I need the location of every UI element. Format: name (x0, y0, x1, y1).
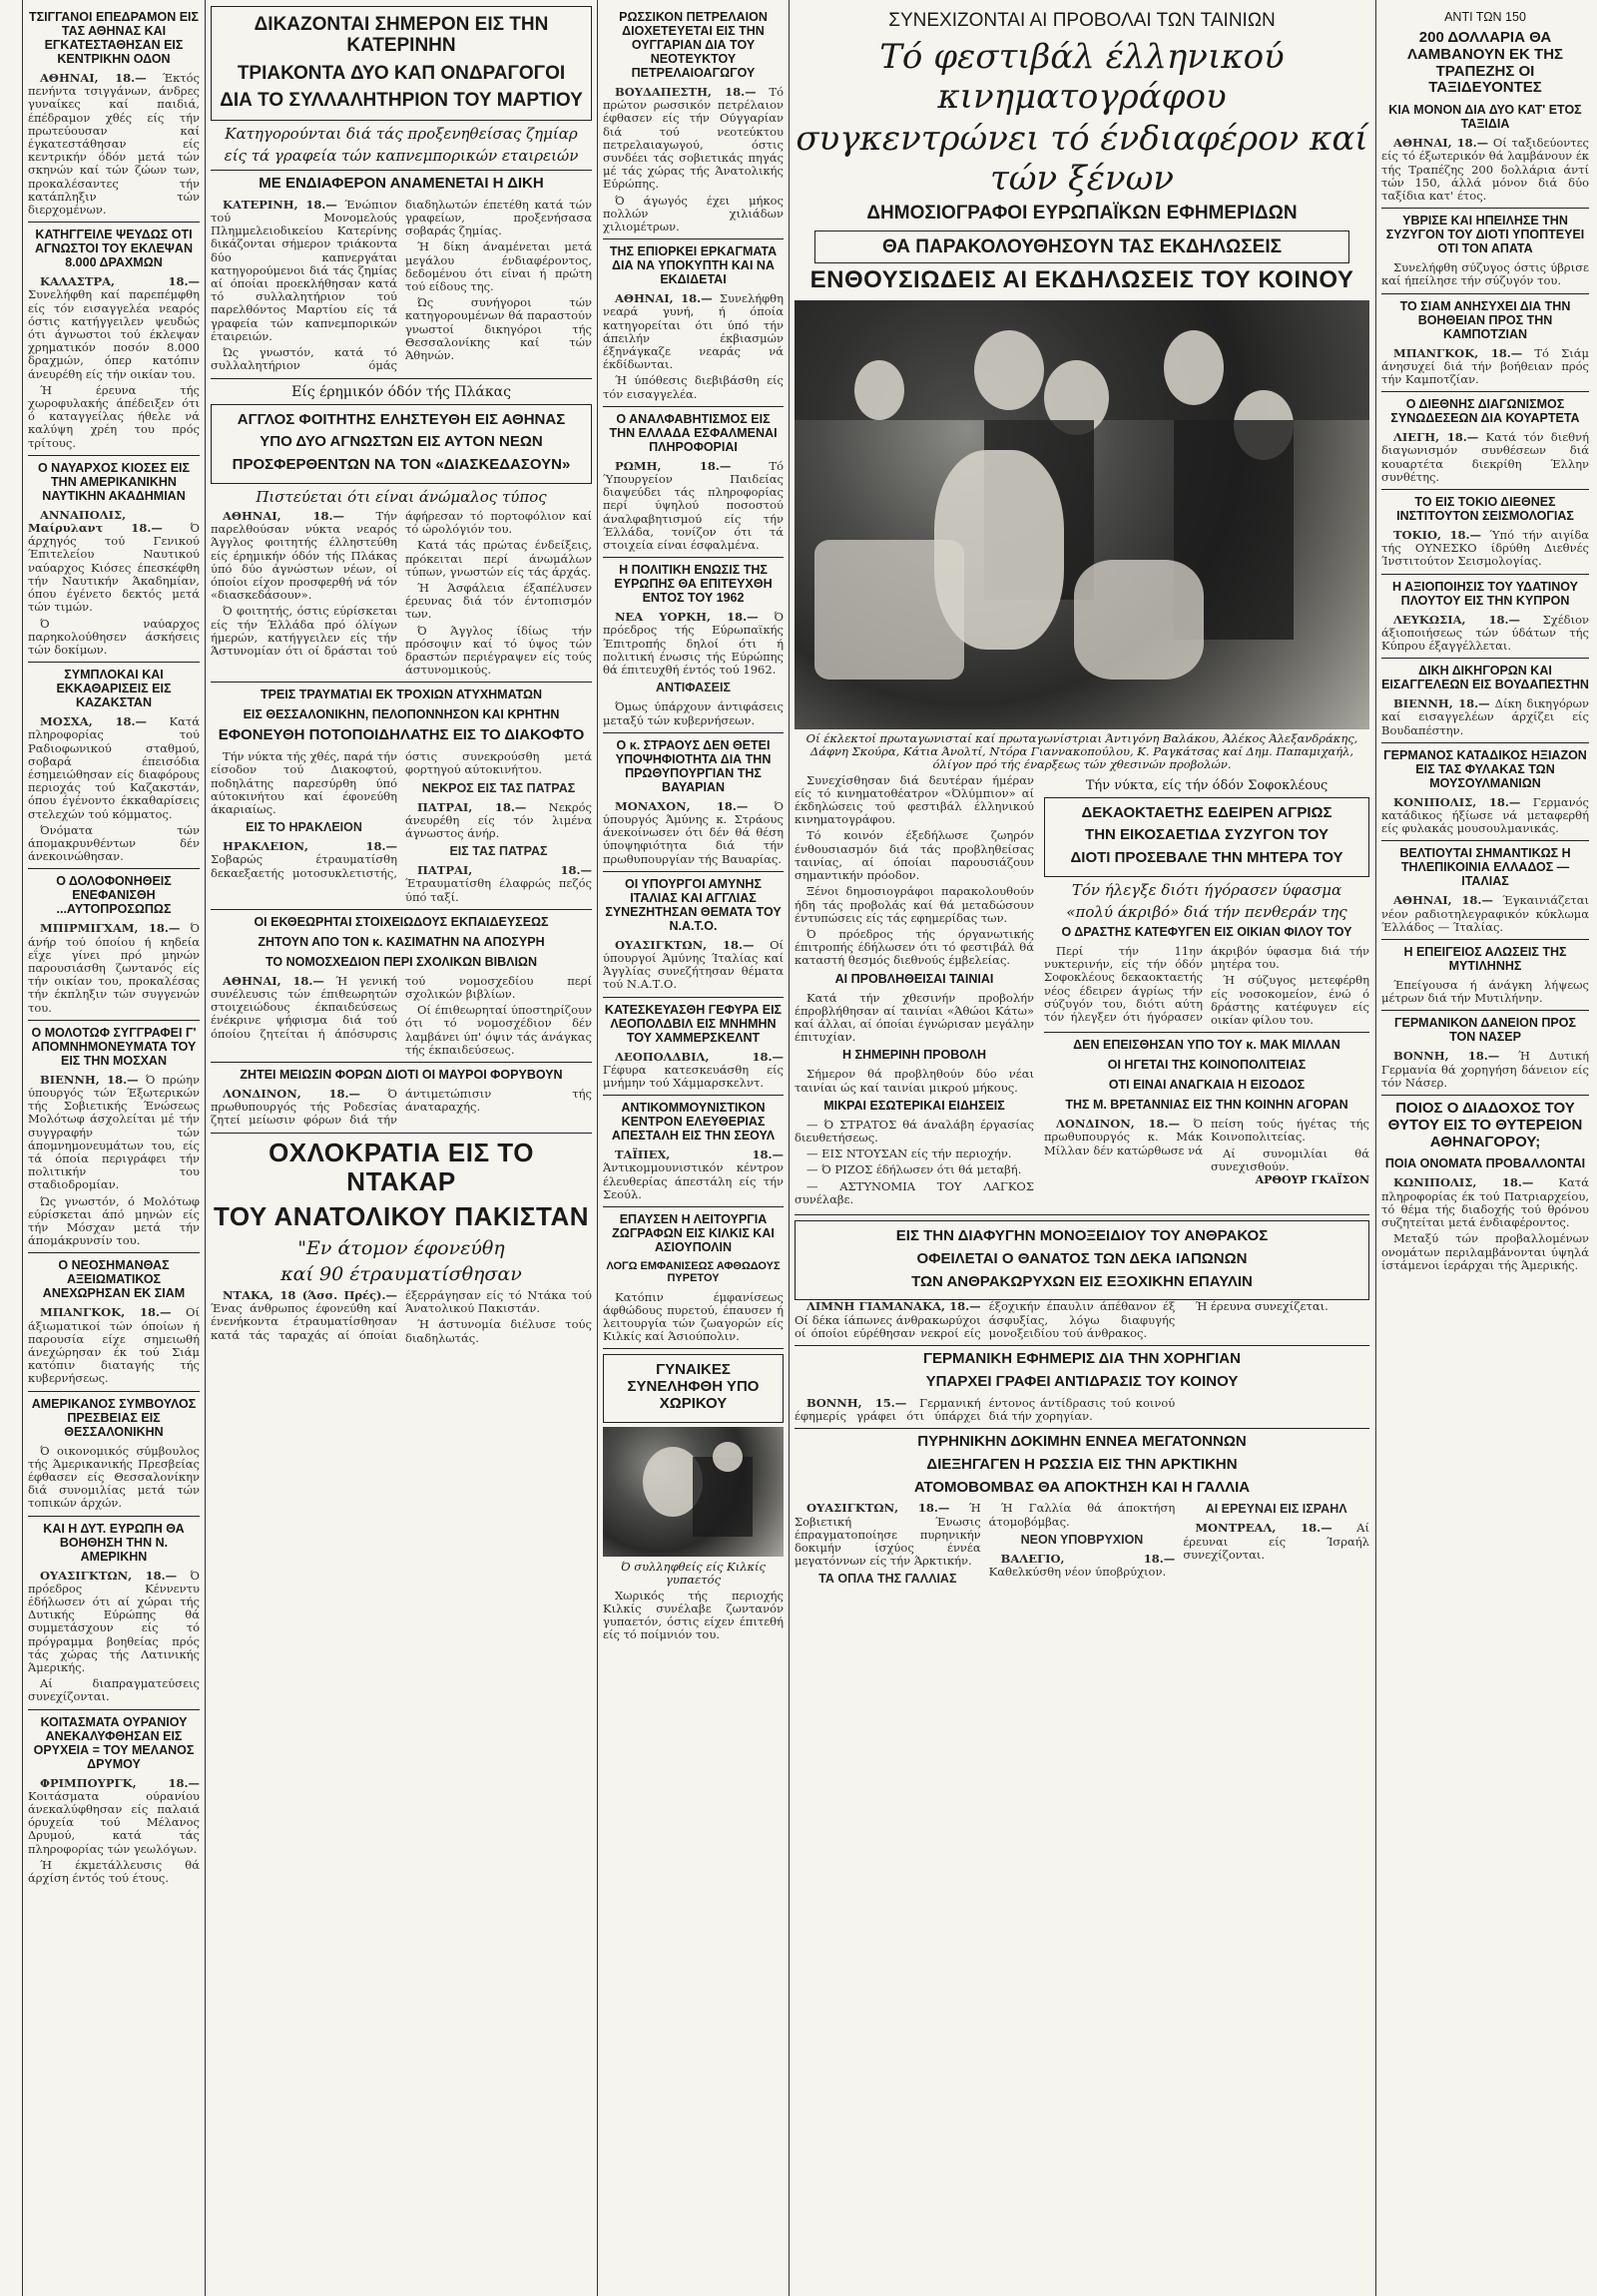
subheadline: Πιστεύεται ότι είναι άνώμαλος τύπος (256, 487, 547, 506)
article-body: ΒΙΕΝΝΗ, 18.— Ό πρώην ύπουργός τών Έξωτερικών τής Σοβιετικής Ένώσεως Μολότωφ άσχολείται μέ τήν συγγραφήν τών άπομνημονευμάτων του, είς τά όποία περιγράφει τήν πολιτικήν του σταδιοδρομίαν. Ώς γνωστόν, ό Μολότωφ εύρίσκεται άπό μηνών είς τήν Μόσχαν μετά τήν άπομάκρυνσίν του. (28, 1072, 200, 1248)
article-body: ΚΩΝΙΠΟΛΙΣ, 18.— Κατά πληροφορίας έκ τού Πατριαρχείου, τό θέμα τής διαδοχής τού θρόνου συζητείται μετά ένδιαφέροντος. Μεταξύ τών προβαλλομένων ονομάτων περιλαμβάνονται ύψηλά ίστάμενοι ίεράρχαι τής Άμερικής. (1381, 1175, 1589, 1272)
headline: Η ΠΟΛΙΤΙΚΗ ΕΝΩΣΙΣ ΤΗΣ ΕΥΡΩΠΗΣ ΘΑ ΕΠΙΤΕΥΧΘΗ ΕΝΤΟΣ ΤΟΥ 1962 (614, 563, 773, 606)
article-body: ΡΩΜΗ, 18.— Τό Ύπουργείον Παιδείας διαψεύδει τάς πληροφορίας περί ύψηλού ποσοστού άναλφαβητισμού είς τήν Έλλάδα, τονίζον ότι τά στοιχεία είναι έσφαλμένα. (603, 458, 784, 553)
headline: ΕΦΟΝΕΥΘΗ ΠΟΤΟΠΟΙΔΗΛΑΤΗΣ ΕΙΣ ΤΟ ΔΙΑΚΟΦΤΟ (218, 726, 585, 744)
headline: ΖΗΤΟΥΝ ΑΠΟ ΤΟΝ κ. ΚΑΣΙΜΑΤΗΝ ΝΑ ΑΠΟΣΥΡΗ (258, 934, 545, 949)
article-body: Περί τήν 11ην νυκτερινήν, είς τήν όδόν Σοφοκλέους δεκαοκταετής νέος έδειρεν άγρίως τήν σύζυγόν του, διότι αύτη τόν ήλεγξεν ότι ήγόρασεν άκριβόν ύφασμα διά τήν μητέρα του. Ή σύζυγος μετεφέρθη είς νοσοκομείον, ένώ ό δράστης κατέφυγεν είς οικίαν φίλου του. (1044, 944, 1369, 1028)
headline: Τό φεστιβάλ έλληνικού κινηματογράφου (879, 37, 1285, 118)
headline: Ο ΔΟΛΟΦΟΝΗΘΕΙΣ ΕΝΕΦΑΝΙΣΘΗ ...ΑΥΤΟΠΡΟΣΩΠΩΣ (56, 874, 172, 917)
article-body: Χωρικός τής περιοχής Κιλκίς συνέλαβε ζωντανόν γυπαετόν, όστις είχεν έπιτεθή είς τό ποίμνιόν του. (603, 1588, 784, 1642)
article-body: Σήμερον θά προβληθούν δύο νέαι ταινίαι ώς καί ταινίαι μικρού μήκους. (795, 1067, 1034, 1095)
subheadline: «πολύ άκριβό» διά τήν πενθεράν της (1066, 903, 1347, 922)
headline: ΛΟΓΩ ΕΜΦΑΝΙΣΕΩΣ ΑΦΘΩΔΟΥΣ ΠΥΡΕΤΟΥ (606, 1259, 781, 1285)
headline: ΠΥΡΗΝΙΚΗΝ ΔΟΚΙΜΗΝ ΕΝΝΕΑ ΜΕΓΑΤΟΝΝΩΝ (917, 1432, 1247, 1450)
article-body: ΜΟΝΑΧΟΝ, 18.— Ό ύπουργός Άμύνης κ. Στράους άνεκοίνωσεν ότι δέν θά θέση ύποψηφιότητα διά τήν πρωθυπουργίαν τής Βαυαρίας. (603, 798, 784, 866)
headline: ΔΕΝ ΕΠΕΙΣΘΗΣΑΝ ΥΠΟ ΤΟΥ κ. ΜΑΚ ΜΙΛΛΑΝ (1073, 1038, 1340, 1053)
photo-gypaetos (603, 1427, 784, 1557)
headline: ΣΥΝΕΧΙΖΟΝΤΑΙ ΑΙ ΠΡΟΒΟΛΑΙ ΤΩΝ ΤΑΙΝΙΩΝ (888, 10, 1276, 31)
headline: ΕΙΣ ΘΕΣΣΑΛΟΝΙΚΗΝ, ΠΕΛΟΠΟΝΝΗΣΟΝ ΚΑΙ ΚΡΗΤΗΝ (243, 707, 560, 722)
headline: ΑΙ ΠΡΟΒΛΗΘΕΙΣΑΙ ΤΑΙΝΙΑΙ (834, 971, 994, 986)
headline: ΕΙΣ ΤΟ ΗΡΑΚΛΕΙΟΝ (246, 820, 362, 835)
headline: ΤΗΣ Μ. ΒΡΕΤΑΝΝΙΑΣ ΕΙΣ ΤΗΝ ΚΟΙΝΗΝ ΑΓΟΡΑΝ (1065, 1098, 1348, 1113)
article-body: ΛΕΟΠΟΛΔΒΙΛ, 18.— Γέφυρα κατεσκευάσθη είς μνήμην τού Χάμμαρσκελντ. (603, 1049, 784, 1090)
kicker: Είς έρημικόν όδόν τής Πλάκας (291, 383, 511, 400)
subheadline: Κατηγορούνται διά τάς προξενηθείσας ζημίαρ (225, 125, 578, 144)
headline: ΜΙΚΡΑΙ ΕΣΩΤΕΡΙΚΑΙ ΕΙΔΗΣΕΙΣ (823, 1098, 1005, 1113)
headline: ΤΟ ΣΙΑΜ ΑΝΗΣΥΧΕΙ ΔΙΑ ΤΗΝ ΒΟΗΘΕΙΑΝ ΠΡΟΣ ΤΗΝ ΚΑΜΠΟΤΖΙΑΝ (1399, 298, 1571, 341)
article-body: Έπείγουσα ή άνάγκη λήψεως μέτρων διά τήν Μυτιλήνην. (1381, 978, 1589, 1006)
headline: ΑΓΓΛΟΣ ΦΟΙΤΗΤΗΣ ΕΛΗΣΤΕΥΘΗ ΕΙΣ ΑΘΗΝΑΣ (237, 410, 566, 428)
headline: Η ΕΠΕΙΓΕΙΟΣ ΑΛΩΣΕΙΣ ΤΗΣ ΜΥΤΙΛΗΝΗΣ (1403, 945, 1567, 974)
photo-caption: Ό συλληφθείς είς Κιλκίς γυπαετός (621, 1559, 766, 1587)
article-body: ΒΟΝΝΗ, 18.— Ή Δυτική Γερμανία θά χορηγήση δάνειον είς τόν Νάσερ. (1381, 1049, 1589, 1090)
article-body: ΛΙΜΝΗ ΓΙΑΜΑΝΑΚΑ, 18.— Οί δέκα ίάπωνες άνθρακωρύχοι οί όποίοι εύρέθησαν νεκροί είς έξοχικήν έπαυλιν άπέθανον έξ άσφυξίας, λόγω διαφυγής μονοξειδίου τού άνθρακος. Ή έρευνα συνεχίζεται. (795, 1299, 1329, 1340)
column-4-lower (795, 774, 1369, 1209)
subheadline: Τόν ήλεγξε διότι ήγόρασεν ύφασμα (1071, 881, 1342, 900)
headline: Ο ΔΡΑΣΤΗΣ ΚΑΤΕΦΥΓΕΝ ΕΙΣ ΟΙΚΙΑΝ ΦΙΛΟΥ ΤΟΥ (1061, 925, 1352, 940)
headline: Η ΣΗΜΕΡΙΝΗ ΠΡΟΒΟΛΗ (842, 1048, 986, 1063)
headline: ΚΑΙ Η ΔΥΤ. ΕΥΡΩΠΗ ΘΑ ΒΟΗΘΗΣΗ ΤΗΝ Ν. ΑΜΕΡΙΚΗΝ (43, 1521, 185, 1564)
headline: Ο ΜΟΛΟΤΩΦ ΣΥΓΓΡΑΦΕΙ Γ' ΑΠΟΜΝΗΜΟΝΕΥΜΑΤΑ ΤΟΥ ΕΙΣ ΤΗΝ ΜΟΣΧΑΝ (31, 1025, 197, 1068)
column-1 (28, 6, 200, 2291)
photo-festival (795, 300, 1369, 729)
column-rule (1375, 0, 1376, 2296)
article-body: ΑΘΗΝΑΙ, 18.— Οί ταξιδεύοντες είς τό έξωτερικόν θά λαμβάνουν έκ τής Τραπέζης 200 δολλάρια άντί τών 150, άλλά μόνον διά δύο ταξίδια κατ' έτος. (1381, 136, 1589, 203)
article-body: ΝΤΑΚΑ, 18 (Άσσ. Πρές).— Ένας άνθρωπος έφονεύθη καί ένενήκοντα έτραυματίσθησαν κατά τάς ταραχάς αί όποίαι έξερράγησαν είς τό Ντάκα τού Άνατολικού Πακιστάν. Ή άστυνομία διέλυσε τούς διαδηλωτάς. (211, 1287, 592, 1345)
article-body: ΚΑΤΕΡΙΝΗ, 18.— Ένώπιον τού Μονομελούς Πλημμελειοδικείου Κατερίνης δικάζονται σήμερον τριάκοντα δύο καπνεργάται κατηγορούμενοι διά τάς ζημίας αί όποίαι προεκλήθησαν κατά τό συλλαλητήριον τού παρελθόντος Μαρτίου είς τά γραφεία τών καπνεμπορικών έταιρειών. Ώς γνωστόν, κατά τό συλλαλητήριον όμάς διαδηλωτών έπετέθη κατά τών γραφείων, προξενήσασα σοβαράς ζημίας. Ή δίκη άναμένεται μετά μεγάλου ένδιαφέροντος, δεδομένου ότι είναι ή πρώτη τού είδους της. Ώς συνήγοροι τών κατηγορουμένων θά παραστούν γνωστοί δικηγόροι τής Θεσσαλονίκης καί τών Άθηνών. (211, 197, 592, 373)
column-3 (603, 6, 784, 2291)
headline: ΟΧΛΟΚΡΑΤΙΑ ΕΙΣ ΤΟ ΝΤΑΚΑΡ (268, 1137, 534, 1196)
article-body: ΑΘΗΝΑΙ, 18.— Έκτός πενήντα τσιγγάνων, άνδρες γυναίκες καί παιδιά, έπέδραμον χθές είς τήν πρωτεύουσαν καί έγκατεστάθησαν είς κεντρικήν όδόν μετά τών σκηνών καί τών ζώων των, προκαλέσαντες τήν κατάπληξιν τών διερχομένων. (28, 71, 200, 218)
headline: Ο κ. ΣΤΡΑΟΥΣ ΔΕΝ ΘΕΤΕΙ ΥΠΟΨΗΦΙΟΤΗΤΑ ΔΙΑ ΤΗΝ ΠΡΩΘΥΠΟΥΡΓΙΑΝ ΤΗΣ ΒΑΥΑΡΙΑΝ (615, 737, 772, 794)
article-body: Τήν νύκτα τής χθές, παρά τήν είσοδον τού Διακοφτού, ποδηλάτης παρεσύρθη ύπό αύτοκινήτου καί έφονεύθη άκαριαίως. ΕΙΣ ΤΟ ΗΡΑΚΛΕΙΟΝ ΗΡΑΚΛΕΙΟΝ, 18.— Σοβαρώς έτραυματίσθη δεκαεξαετής μοτοσυκλετιστής, όστις συνεκρούσθη μετά φορτηγού αύτοκινήτου. ΝΕΚΡΟΣ ΕΙΣ ΤΑΣ ΠΑΤΡΑΣ ΠΑΤΡΑΙ, 18.— Νεκρός άνευρέθη είς τόν λιμένα άγνωστος άνήρ. ΕΙΣ ΤΑΣ ΠΑΤΡΑΣ ΠΑΤΡΑΙ, 18.— Έτραυματίσθη έλαφρώς πεζός ύπό ταξί. (211, 749, 592, 904)
article-body: ΜΟΣΧΑ, 18.— Κατά πληροφορίας τού Ραδιοφωνικού σταθμού, σοβαρά έπεισόδια έσημειώθησαν είς διαφόρους περιοχάς τού Καζακστάν, όπου έγένοντο έκκαθαρίσεις στελεχών τού κόμματος. Όνόματα τών άπομακρυνθέντων δέν άνεκοινώθησαν. (28, 714, 200, 864)
article-body: ΟΥΑΣΙΓΚΤΩΝ, 18.— Ή Σοβιετική Ένωσις έπραγματοποίησε πυρηνικήν δοκιμήν ίσχύος έννέα μεγατόννων είς τήν Άρκτικήν. ΤΑ ΟΠΛΑ ΤΗΣ ΓΑΛΛΙΑΣ Ή Γαλλία θά άποκτήση άτομοβόμβας. ΝΕΟΝ ΥΠΟΒΡΥΧΙΟΝ ΒΑΛΕΓΙΟ, 18.— Καθελκύσθη νέον ύποβρύχιον. ΑΙ ΕΡΕΥΝΑΙ ΕΙΣ ΙΣΡΑΗΛ ΜΟΝΤΡΕΑΛ, 18.— Αί έρευναι είς Ίσραήλ συνεχίζονται. (795, 1501, 1369, 1587)
article-body: ΜΠΙΡΜΙΓΧΑΜ, 18.— Ό άνήρ τού όποίου ή κηδεία εΐχε γίνει πρό μηνών παρουσιάσθη ζωντανός είς τήν οικίαν του, προκαλέσας τήν έκπληξιν τών συγγενών του. (28, 921, 200, 1015)
subheadline: "Εν άτομον έφονεύθη (297, 1236, 505, 1259)
article-body: ΤΑΪΠΕΧ, 18.— Άντικομμουνιστικόν κέντρον έλευθερίας άπεστάλη είς τήν Σεούλ. (603, 1148, 784, 1201)
headline: ΤΡΙΑΚΟΝΤΑ ΔΥΟ ΚΑΠ ΟΝΔΡΑΓΟΓΟΙ (237, 62, 566, 84)
column-rule (597, 0, 598, 2296)
article-body: Συνεχίσθησαν διά δευτέραν ήμέραν είς τό κινηματοθέατρον «Όλύμπιον» αί έκδηλώσεις τού φεστιβάλ έλληνικού κινηματογράφου. Τό κοινόν έξεδήλωσε ζωηρόν ένθουσιασμόν διά τάς προβληθείσας ταινίας, αί όποίαι παρουσιάζουν σημαντικήν πρόοδον. Ξένοι δημοσιογράφοι παρακολουθούν ήδη τάς προβολάς καί θά μεταδώσουν έντυπώσεις είς τάς εφημερίδας των. Ό πρόεδρος τής όργανωτικής έπιτροπής έδήλωσεν ότι τό φεστιβάλ θά καταστή θεσμός διεθνούς έμβελείας. (795, 772, 1034, 968)
headline: ΔΙΑ ΤΟ ΣΥΛΛΑΛΗΤΗΡΙΟΝ ΤΟΥ ΜΑΡΤΙΟΥ (220, 89, 583, 111)
headline: ΑΝΤΙΦΑΣΕΙΣ (656, 681, 731, 695)
article-body: ΤΟΚΙΟ, 18.— Ύπό τήν αιγίδα τής ΟΥΝΕΣΚΟ ίδρύθη Διεθνές Ίνστιτούτον Σεισμολογίας. (1381, 528, 1589, 569)
headline: ΟΙ ΕΚΘΕΩΡΗΤΑΙ ΣΤΟΙΧΕΙΩΔΟΥΣ ΕΚΠΑΙΔΕΥΣΕΩΣ (254, 914, 549, 929)
photo-caption: Οί έκλεκτοί πρωταγωνισταί καί πρωταγωνίστριαι Άντιγόνη Βαλάκου, Άλέκος Άλεξανδράκης, Δάφνη Σκούρα, Κάτια Άνολτί, Ντόρα Γιαννακοπούλου, Κ. Ραγκάτσας καί Δημ. Παπαμιχαήλ, όλίγον πρό τής έναρξεως τών χθεσινών προβολών. (805, 730, 1358, 771)
article-body: ΛΟΝΔΙΝΟΝ, 18.— Ό πρωθυπουργός κ. Μάκ Μίλλαν δέν κατώρθωσε νά πείση τούς ήγέτας τής Κοινοπολιτείας. Αί συνομιλίαι θά συνεχισθούν. (1044, 1117, 1369, 1173)
column-2 (211, 6, 592, 2291)
article-body: ΦΡΙΜΠΟΥΡΓΚ, 18.— Κοιτάσματα ούρανίου άνεκαλύφθησαν είς παλαιά όρυχεία τού Μέλανος Δρυμού, κατά τάς πληροφορίας τών γεωλόγων. Ή έκμετάλλευσις θά άρχίση έντός τού έτους. (28, 1775, 200, 1886)
headline: συγκεντρώνει τό ένδιαφέρον καί τών ξένων (796, 119, 1368, 200)
headline: 200 ΔΟΛΛΑΡΙΑ ΘΑ ΛΑΜΒΑΝΟΥΝ ΕΚ ΤΗΣ ΤΡΑΠΕΖΗΣ ΟΙ ΤΑΞΙΔΕΥΟΝΤΕΣ (1406, 29, 1564, 97)
headline: ΔΙΕΞΗΓΑΓΕΝ Η ΡΩΣΣΙΑ ΕΙΣ ΤΗΝ ΑΡΚΤΙΚΗΝ (926, 1455, 1238, 1473)
headline: ΥΠΟ ΔΥΟ ΑΓΝΩΣΤΩΝ ΕΙΣ ΑΥΤΟΝ ΝΕΩΝ (260, 433, 543, 451)
article-body: ΑΘΗΝΑΙ, 18.— Συνελήφθη νεαρά γυνή, ή όποία κατηγορείται ότι ύπό τήν άπειλήν έκβιασμών έξηνάγκαζε νεαράς νά έκδίδωνται. Ή ύπόθεσις διεβιβάσθη είς τόν εισαγγελέα. (603, 291, 784, 401)
headline-box (211, 6, 592, 121)
headline: ΔΕΚΑΟΚΤΑΕΤΗΣ ΕΔΕΙΡΕΝ ΑΓΡΙΩΣ (1081, 803, 1332, 821)
headline: ΓΕΡΜΑΝΟΣ ΚΑΤΑΔΙΚΟΣ ΗΞΙΑΖΟΝ ΕΙΣ ΤΑΣ ΦΥΛΑΚΑΣ ΤΩΝ ΜΟΥΣΟΥΛΜΑΝΙΩΝ (1383, 747, 1587, 790)
article-body: — Ό ΣΤΡΑΤΟΣ θά άναλάβη έργασίας διευθετήσεως. — ΕΙΣ ΝΤΟΥΣΑΝ είς τήν περιοχήν. — Ό ΡΙΖΟΣ έδήλωσεν ότι θά μεταβή. — ΑΣΤΥΝΟΜΙΑ ΤΟΥ ΛΑΓΚΟΣ συνέλαβε. (795, 1117, 1034, 1206)
column-rule (205, 0, 206, 2296)
subheadline: είς τά γραφεία τών καπνεμπορικών εταιρειών (224, 147, 579, 166)
article-body: Κατόπιν έμφανίσεως άφθώδους πυρετού, έπαυσεν ή λειτουργία τών ζωαγορών είς Κιλκίς καί Άσιούπολιν. (603, 1289, 784, 1344)
headline: ΕΠΑΥΣΕΝ Η ΛΕΙΤΟΥΡΓΙΑ ΖΩΓΡΑΦΩΝ ΕΙΣ ΚΙΛΚΙΣ ΚΑΙ ΑΣΙΟΥΠΟΛΙΝ (612, 1211, 775, 1254)
headline: ΟΦΕΙΛΕΤΑΙ Ο ΘΑΝΑΤΟΣ ΤΩΝ ΔΕΚΑ ΙΑΠΩΝΩΝ (916, 1249, 1248, 1267)
headline: ΥΠΑΡΧΕΙ ΓΡΑΦΕΙ ΑΝΤΙΔΡΑΣΙΣ ΤΟΥ ΚΟΙΝΟΥ (925, 1372, 1239, 1390)
headline: ΤΟ ΕΙΣ ΤΟΚΙΟ ΔΙΕΘΝΕΣ ΙΝΣΤΙΤΟΥΤΟΝ ΣΕΙΣΜΟΛΟΓΙΑΣ (1396, 495, 1574, 524)
headline: ΠΟΙΑ ΟΝΟΜΑΤΑ ΠΡΟΒΑΛΛΟΝΤΑΙ (1384, 1156, 1586, 1171)
headline: ΓΕΡΜΑΝΙΚΟΝ ΔΑΝΕΙΟΝ ΠΡΟΣ ΤΟΝ ΝΑΣΕΡ (1393, 1016, 1576, 1045)
headline: ΔΙΚΑΖΟΝΤΑΙ ΣΗΜΕΡΟΝ ΕΙΣ ΤΗΝ ΚΑΤΕΡΙΝΗΝ (254, 14, 549, 57)
headline: ΣΥΜΠΛΟΚΑΙ ΚΑΙ ΕΚΚΑΘΑΡΙΣΕΙΣ ΕΙΣ ΚΑΖΑΚΣΤΑΝ (56, 668, 172, 710)
headline: ΚΙΑ ΜΟΝΟΝ ΔΙΑ ΔΥΟ ΚΑΤ' ΕΤΟΣ ΤΑΞΙΔΙΑ (1388, 103, 1582, 132)
headline: ΡΩΣΣΙΚΟΝ ΠΕΤΡΕΛΑΙΟΝ ΔΙΟΧΕΤΕΥΕΤΑΙ ΕΙΣ ΤΗΝ ΟΥΓΓΑΡΙΑΝ ΔΙΑ ΤΟΥ ΝΕΟΤΕΥΚΤΟΥ ΠΕΤΡΕΛΑΙΟΑΓΩΓΟΥ (619, 10, 768, 80)
byline: ΑΡΘΟΥΡ ΓΚΑΪΣΟΝ (1255, 1173, 1369, 1187)
headline: ΔΗΜΟΣΙΟΓΡΑΦΟΙ ΕΥΡΩΠΑΪΚΩΝ ΕΦΗΜΕΡΙΔΩΝ (866, 203, 1298, 225)
article-body: ΚΑΛΑΣΤΡΑ, 18.— Συνελήφθη καί παρεπέμφθη είς τόν εισαγγελέα νεαρός όστις κατήγγειλεν ψευδώς ότι άγνωστοι τού έκλεψαν χρηματικόν ποσόν 8.000 δραχμών, όπερ κατόπιν άνευρέθη είς τήν οικίαν του. Ή έρευνα τής χωροφυλακής άπέδειξεν ότι ό καταγγείλας ήθελε νά καλύψη χρέη του πρός τρίτους. (28, 274, 200, 450)
headline: ΥΒΡΙΣΕ ΚΑΙ ΗΠΕΙΛΗΣΕ ΤΗΝ ΣΥΖΥΓΟΝ ΤΟΥ ΔΙΟΤΙ ΥΠΟΠΤΕΥΕΙ ΟΤΙ ΤΟΝ ΑΠΑΤΑ (1385, 214, 1585, 256)
headline-box (603, 1354, 784, 1422)
headline: ΕΙΣ ΤΑΣ ΠΑΤΡΑΣ (449, 844, 548, 859)
headline: ΖΗΤΕΙ ΜΕΙΩΣΙΝ ΦΟΡΩΝ ΔΙΟΤΙ ΟΙ ΜΑΥΡΟΙ ΦΟΡΥΒΟΥΝ (240, 1067, 563, 1082)
column-4 (795, 6, 1369, 2291)
headline: Ο ΝΕΟΣΗΜΑΝΘΑΣ ΑΞΕΙΩΜΑΤΙΚΟΣ ΑΝΕΧΩΡΗΣΑΝ ΕΚ ΣΙΑΜ (42, 1258, 186, 1301)
article-body: ΒΟΝΝΗ, 15.— Γερμανική έφημερίς γράφει ότι ύπάρχει έντονος άντίδρασις τού κοινού διά τήν χορηγίαν. (795, 1395, 1176, 1423)
headline: ΑΝΤΙΚΟΜΜΟΥΝΙΣΤΙΚΟΝ ΚΕΝΤΡΟΝ ΕΛΕΥΘΕΡΙΑΣ ΑΠΕΣΤΑΛΗ ΕΙΣ ΤΗΝ ΣΕΟΥΛ (611, 1101, 776, 1144)
headline: ΝΕΚΡΟΣ ΕΙΣ ΤΑΣ ΠΑΤΡΑΣ (421, 780, 576, 795)
article-body: ΛΕΥΚΩΣΙΑ, 18.— Σχέδιον άξιοποιήσεως τών ύδάτων τής Κύπρου έξαγγέλλεται. (1381, 612, 1589, 654)
headline: ΔΙΟΤΙ ΠΡΟΣΕΒΑΛΕ ΤΗΝ ΜΗΤΕΡΑ ΤΟΥ (1070, 849, 1343, 867)
article-body: ΒΟΥΔΑΠΕΣΤΗ, 18.— Τό πρώτον ρωσσικόν πετρέλαιον έφθασεν είς τήν Ούγγαρίαν διά τού νεοτεύκτου πετρελαιαγωγού, όστις συνδέει τάς σοβιετικάς πηγάς μέ τάς χώρας τής Άνατολικής Εύρώπης. Ό άγωγός έχει μήκος πολλών χιλιάδων χιλιομέτρων. (603, 85, 784, 234)
column-5 (1381, 6, 1589, 2291)
headline: ΑΙ ΕΡΕΥΝΑΙ ΕΙΣ ΙΣΡΑΗΛ (1205, 1502, 1347, 1517)
column-rule (789, 0, 790, 2296)
headline: Ο ΝΑΥΑΡΧΟΣ ΚΙΟΣΕΣ ΕΙΣ ΤΗΝ ΑΜΕΡΙΚΑΝΙΚΗΝ ΝΑΥΤΙΚΗΝ ΑΚΑΔΗΜΙΑΝ (37, 460, 191, 503)
article-body: Κατά τήν χθεσινήν προβολήν έπροβλήθησαν αί ταινίαι «Άθώοι Κάτω» καί άλλαι, αί όποίαι έγνώρισαν μεγάλην έπιτυχίαν. (795, 990, 1034, 1045)
headline-box (211, 404, 592, 484)
subcolumn-left (795, 774, 1034, 1209)
article-body: ΟΥΑΣΙΓΚΤΩΝ, 18.— Ό πρόεδρος Κέννεντυ έδήλωσεν ότι αί χώραι τής Δυτικής Εύρώπης θά συμμετάσχουν είς τό πρόγραμμα βοηθείας πρός τάς χώρας τής Λατινικής Άμερικής. Αί διαπραγματεύσεις συνεχίζονται. (28, 1568, 200, 1704)
headline: Η ΑΞΙΟΠΟΙΗΣΙΣ ΤΟΥ ΥΔΑΤΙΝΟΥ ΠΛΟΥΤΟΥ ΕΙΣ ΤΗΝ ΚΥΠΡΟΝ (1392, 579, 1578, 608)
article-body: ΛΙΕΓΗ, 18.— Κατά τόν διεθνή διαγωνισμόν συνθέσεων διά κουαρτέτα διεκρίθη Έλλην συνθέτης. (1381, 430, 1589, 484)
headline: ΕΝΘΟΥΣΙΩΔΕΙΣ ΑΙ ΕΚΔΗΛΩΣΕΙΣ ΤΟΥ ΚΟΙΝΟΥ (809, 265, 1354, 293)
article-body: ΜΠΑΝΓΚΟΚ, 18.— Οί άξιωματικοί τών όποίων ή παρουσία είχε σημειωθή άνεχώρησαν έκ τού Σιάμ κατόπιν διαταγής τής κυβερνήσεως. (28, 1305, 200, 1386)
headline: ΤΩΝ ΑΝΘΡΑΚΩΡΥΧΩΝ ΕΙΣ ΕΞΟΧΙΚΗΝ ΕΠΑΥΛΙΝ (911, 1272, 1253, 1290)
article-body: ΒΙΕΝΝΗ, 18.— Δίκη δικηγόρων καί εισαγγελέων άρχίζει είς Βουδαπέστην. (1381, 696, 1589, 737)
headline: ΠΟΙΟΣ Ο ΔΙΑΔΟΧΟΣ ΤΟΥ ΘΥΤΟΥ ΕΙΣ ΤΟ ΘΥΤΕΡΕΙΟΝ ΑΘΗΝΑΓΟΡΟΥ; (1387, 1100, 1583, 1150)
headline-box (814, 230, 1349, 263)
headline: ΟΙ ΗΓΕΤΑΙ ΤΗΣ ΚΟΙΝΟΠΟΛΙΤΕΙΑΣ (1107, 1058, 1307, 1073)
article-body: Ό οικονομικός σύμβουλος τής Άμερικανικής Πρεσβείας έφθασεν είς Θεσσαλονίκην διά συνομιλίας μετά τών τοπικών άρχών. (28, 1443, 200, 1511)
headline: ΤΟΥ ΑΝΑΤΟΛΙΚΟΥ ΠΑΚΙΣΤΑΝ (214, 1200, 589, 1231)
article-body: ΑΘΗΝΑΙ, 18.— Έγκαινιάζεται νέον ραδιοτηλεγραφικόν κύκλωμα Έλλάδος — Ίταλίας. (1381, 893, 1589, 934)
headline: Ο ΑΝΑΛΦΑΒΗΤΙΣΜΟΣ ΕΙΣ ΤΗΝ ΕΛΛΑΔΑ ΕΣΦΑΛΜΕΝΑΙ ΠΛΗΡΟΦΟΡΙΑΙ (609, 411, 778, 454)
article-body: Συνελήφθη σύζυγος όστις ύβρισε καί ήπείλησε τήν σύζυγόν του. (1381, 260, 1589, 288)
article-body: ΟΥΑΣΙΓΚΤΩΝ, 18.— Οί ύπουργοί Άμύνης Ίταλίας καί Άγγλίας συνεζήτησαν θέματα τού Ν.Α.Τ.Ο. (603, 937, 784, 992)
article-body: ΚΟΝΙΠΟΛΙΣ, 18.— Γερμανός κατάδικος ήξίωσε νά μεταφερθή είς φυλακάς μουσουλμανικάς. (1381, 794, 1589, 836)
article-body: ΛΟΝΔΙΝΟΝ, 18.— Ό πρωθυπουργός τής Ροδεσίας ζητεί μείωσιν φόρων διά τήν άντιμετώπισιν τής άναταραχής. (211, 1086, 592, 1128)
headline: ΑΤΟΜΟΒΟΜΒΑΣ ΘΑ ΑΠΟΚΤΗΣΗ ΚΑΙ Η ΓΑΛΛΙΑ (913, 1478, 1251, 1496)
headline: ΜΕ ΕΝΔΙΑΦΕΡΟΝ ΑΝΑΜΕΝΕΤΑΙ Η ΔΙΚΗ (259, 175, 544, 193)
kicker: ΑΝΤΙ ΤΩΝ 150 (1444, 10, 1526, 24)
headline: ΤΗΝ ΕΙΚΟΣΑΕΤΙΔΑ ΣΥΖΥΓΟΝ ΤΟΥ (1085, 826, 1329, 844)
left-margin-rule (22, 0, 23, 2296)
headline: ΕΙΣ ΤΗΝ ΔΙΑΦΥΓΗΝ ΜΟΝΟΞΕΙΔΙΟΥ ΤΟΥ ΑΝΘΡΑΚΟΣ (895, 1226, 1269, 1244)
kicker: Τήν νύκτα, είς τήν όδόν Σοφοκλέους (1085, 777, 1329, 793)
headline: ΤΡΕΙΣ ΤΡΑΥΜΑΤΙΑΙ ΕΚ ΤΡΟΧΙΩΝ ΑΤΥΧΗΜΑΤΩΝ (260, 688, 543, 702)
headline-box (795, 1220, 1369, 1300)
headline: ΤΣΙΓΓΑΝΟΙ ΕΠΕΔΡΑΜΟΝ ΕΙΣ ΤΑΣ ΑΘΗΝΑΣ ΚΑΙ ΕΓΚΑΤΕΣΤΑΘΗΣΑΝ ΕΙΣ ΚΕΝΤΡΙΚΗΝ ΟΔΟΝ (28, 10, 200, 66)
headline: ΝΕΟΝ ΥΠΟΒΡΥΧΙΟΝ (1020, 1532, 1144, 1547)
article-body: ΑΘΗΝΑΙ, 18.— Τήν παρελθούσαν νύκτα νεαρός Άγγλος φοιτητής έλληστεύθη είς έρημικήν όδόν τής Πλάκας ύπό δύο άγνώστων νέων, οί όποίοι είχον προσφερθή νά τόν «διασκεδάσουν». Ό φοιτητής, όστις εύρίσκεται είς τήν Έλλάδα πρό όλίγων ήμερών, κατήγγειλεν είς τήν Άστυνομίαν ότι οί δράσται τού άφήρεσαν τό πορτοφόλιον καί τό ώρολόγιόν του. Κατά τάς πρώτας ένδείξεις, πρόκειται περί άνωμάλων τύπων, γνωστών είς τάς άρχάς. Ή Άσφάλεια έξαπέλυσεν έρευνας διά τόν έντοπισμόν των. Ό Άγγλος ίδίως τήν πρόσοψιν καί τό ύψος τών δραστών περιέγραψεν είς τούς άστυνομικούς. (211, 508, 592, 678)
headline: ΔΙΚΗ ΔΙΚΗΓΟΡΩΝ ΚΑΙ ΕΙΣΑΓΓΕΛΕΩΝ ΕΙΣ ΒΟΥΔΑΠΕΣΤΗΝ (1381, 664, 1589, 692)
subcolumn-right (1044, 774, 1369, 1209)
article-body: ΑΘΗΝΑΙ, 18.— Ή γενική συνέλευσις τών έπιθεωρητών στοιχειώδους έκπαιδεύσεως ένέκρινε ψήφισμα διά τού όποίου ζητείται ή άπόσυρσις τού νομοσχεδίου περί σχολικών βιβλίων. Οί έπιθεωρηταί ύποστηρίζουν ότι τό νομοσχέδιον δέν λαμβάνει ύπ' όψιν τάς άνάγκας τής έκπαιδεύσεως. (211, 973, 592, 1057)
headline: ΠΡΟΣΦΕΡΘΕΝΤΩΝ ΝΑ ΤΟΝ «ΔΙΑΣΚΕΔΑΣΟΥΝ» (232, 456, 571, 474)
subheadline: καί 90 έτραυματίσθησαν (280, 1262, 522, 1285)
headline: ΤΟ ΝΟΜΟΣΧΕΔΙΟΝ ΠΕΡΙ ΣΧΟΛΙΚΩΝ ΒΙΒΛΙΩΝ (266, 954, 537, 969)
article-body: ΜΠΑΝΓΚΟΚ, 18.— Τό Σιάμ άνησυχεί διά τήν βοήθειαν πρός τήν Καμποτζίαν. (1381, 345, 1589, 387)
headline: ΑΜΕΡΙΚΑΝΟΣ ΣΥΜΒΟΥΛΟΣ ΠΡΕΣΒΕΙΑΣ ΕΙΣ ΘΕΣΣΑΛΟΝΙΚΗΝ (31, 1396, 197, 1439)
headline: ΟΤΙ ΕΙΝΑΙ ΑΝΑΓΚΑΙΑ Η ΕΙΣΟΔΟΣ (1108, 1078, 1306, 1093)
headline: ΟΙ ΥΠΟΥΡΓΟΙ ΑΜΥΝΗΣ ΙΤΑΛΙΑΣ ΚΑΙ ΑΓΓΛΙΑΣ ΣΥΝΕΖΗΤΗΣΑΝ ΘΕΜΑΤΑ ΤΟΥ Ν.Α.Τ.Ο. (605, 876, 782, 933)
headline: ΤΑ ΟΠΛΑ ΤΗΣ ΓΑΛΛΙΑΣ (818, 1572, 957, 1587)
headline: ΓΕΡΜΑΝΙΚΗ ΕΦΗΜΕΡΙΣ ΔΙΑ ΤΗΝ ΧΟΡΗΓΙΑΝ (923, 1349, 1241, 1367)
headline: ΤΗΣ ΕΠΙΟΡΚΕΙ ΕΡΚΑΓΜΑΤΑ ΔΙΑ ΝΑ ΥΠΟΚΥΠΤΗ ΚΑΙ ΝΑ ΕΚΔΙΔΕΤΑΙ (609, 244, 778, 287)
headline: ΒΕΛΤΙΟΥΤΑΙ ΣΗΜΑΝΤΙΚΩΣ Η ΤΗΛΕΠΙΚΟΙΝΙΑ ΕΛΛΑΔΟΣ — ΙΤΑΛΙΑΣ (1399, 846, 1571, 889)
headline: ΚΑΤΗΓΓΕΙΛΕ ΨΕΥΔΩΣ ΟΤΙ ΑΓΝΩΣΤΟΙ ΤΟΥ ΕΚΛΕΨΑΝ 8.000 ΔΡΑΧΜΩΝ (35, 228, 193, 270)
headline: ΓΥΝΑΙΚΕΣ ΣΥΝΕΛΗΦΘΗ ΥΠΟ ΧΩΡΙΚΟΥ (627, 1361, 760, 1412)
headline: ΘΑ ΠΑΡΑΚΟΛΟΥΘΗΣΟΥΝ ΤΑΣ ΕΚΔΗΛΩΣΕΙΣ (881, 235, 1283, 257)
article-body: ΑΝΝΑΠΟΛΙΣ, Μαίρυλαντ 18.— Ό άρχηγός τού Γενικού Έπιτελείου Ναυτικού ναύαρχος Κιόσες έπεσκέφθη τήν Ναυτικήν Άκαδημίαν, όπου έγένετο δεκτός μετά τών τιμών. Ό ναύαρχος παρηκολούθησεν άσκήσεις τών δοκίμων. (28, 507, 200, 657)
headline: ΚΑΤΕΣΚΕΥΑΣΘΗ ΓΕΦΥΡΑ ΕΙΣ ΛΕΟΠΟΛΔΒΙΛ ΕΙΣ ΜΝΗΜΗΝ ΤΟΥ ΧΑΜΜΕΡΣΚΕΛΝΤ (604, 1002, 783, 1045)
headline-box (1044, 797, 1369, 877)
article-body: ΝΕΑ ΥΟΡΚΗ, 18.— Ό πρόεδρος τής Εύρωπαϊκής Έπιτροπής δηλοί ότι ή πολιτική ένωσις τής Εύρώπης θά έπιτευχθή έντός τού 1962. ΑΝΤΙΦΑΣΕΙΣ Όμως ύπάρχουν άντιφάσεις μεταξύ τών κυβερνήσεων. (603, 610, 784, 727)
headline: Ο ΔΙΕΘΝΗΣ ΔΙΑΓΩΝΙΣΜΟΣ ΣΥΝΩΔΕΣΕΩΝ ΔΙΑ ΚΟΥΑΡΤΕΤΑ (1390, 397, 1580, 426)
headline: ΚΟΙΤΑΣΜΑΤΑ ΟΥΡΑΝΙΟΥ ΑΝΕΚΑΛΥΦΘΗΣΑΝ ΕΙΣ ΟΡΥΧΕΙΑ = ΤΟΥ ΜΕΛΑΝΟΣ ΔΡΥΜΟΥ (33, 1714, 195, 1771)
